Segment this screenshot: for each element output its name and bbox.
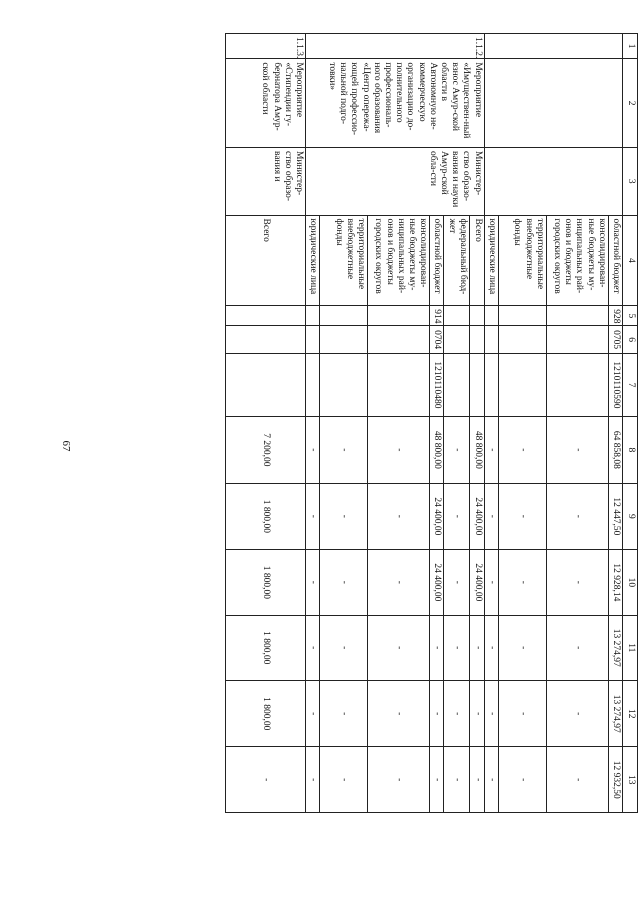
value-col13: - bbox=[498, 747, 546, 813]
value-col10: 24 400,00 bbox=[430, 550, 444, 615]
header-cell: 2 bbox=[623, 59, 638, 148]
code-gr bbox=[498, 306, 546, 326]
code-csr bbox=[305, 353, 319, 416]
value-col8: - bbox=[546, 417, 608, 484]
value-col11: 1 800,00 bbox=[225, 615, 305, 680]
value-col10: - bbox=[546, 550, 608, 615]
value-col8: 48 800,00 bbox=[430, 417, 444, 484]
value-col9: - bbox=[484, 483, 498, 550]
funding-source: территориальные внебюджетные фонды bbox=[320, 215, 368, 306]
code-gr: 914 bbox=[430, 306, 444, 326]
value-col12: - bbox=[484, 680, 498, 747]
value-col10: - bbox=[444, 550, 470, 615]
value-col11: - bbox=[498, 615, 546, 680]
code-gr bbox=[546, 306, 608, 326]
value-col12: 13 274,97 bbox=[608, 680, 622, 747]
event-name-cell: Мероприятие «Имуществен-ный взнос Амур-ской области в Автономную не-коммерческую организацию до-полнительного профессиональ-ного образования «Центр опережа-ющей профессио-нальной подго-товки» bbox=[305, 59, 484, 148]
event-name-cell: Мероприятие «Стипендии гу-бернатора Амур-ской области bbox=[225, 59, 305, 148]
value-col11: - bbox=[444, 615, 470, 680]
value-col13: - bbox=[305, 747, 319, 813]
row-number-cell bbox=[484, 34, 622, 59]
table-row bbox=[608, 34, 622, 813]
code-gr bbox=[225, 306, 305, 326]
header-cell: 12 bbox=[623, 680, 638, 747]
value-col9: - bbox=[546, 483, 608, 550]
code-rzpr bbox=[470, 326, 484, 353]
header-cell: 4 bbox=[623, 215, 638, 306]
row-number-cell: 1.1.2. bbox=[305, 34, 484, 59]
header-cell: 8 bbox=[623, 417, 638, 484]
value-col13: - bbox=[368, 747, 430, 813]
funding-source: консолидирован-ные бюджеты му-ниципальных рай-онов и бюджеты городских округов bbox=[546, 215, 608, 306]
header-cell: 6 bbox=[623, 326, 638, 353]
funding-source: федеральный бюд-жет bbox=[444, 215, 470, 306]
value-col10: - bbox=[484, 550, 498, 615]
value-col9: 24 400,00 bbox=[430, 483, 444, 550]
value-col9: 24 400,00 bbox=[470, 483, 484, 550]
value-col8: - bbox=[368, 417, 430, 484]
code-csr bbox=[470, 353, 484, 416]
value-col8: - bbox=[484, 417, 498, 484]
header-row bbox=[623, 34, 638, 813]
code-rzpr bbox=[368, 326, 430, 353]
value-col11: 13 274,97 bbox=[608, 615, 622, 680]
code-gr bbox=[368, 306, 430, 326]
table-row bbox=[470, 34, 484, 813]
value-col11: - bbox=[368, 615, 430, 680]
code-rzpr bbox=[320, 326, 368, 353]
executor-cell bbox=[484, 147, 622, 215]
value-col13: 12 932,50 bbox=[608, 747, 622, 813]
value-col9: 12 447,50 bbox=[608, 483, 622, 550]
value-col10: 1 800,00 bbox=[225, 550, 305, 615]
value-col8: 64 858,08 bbox=[608, 417, 622, 484]
value-col12: - bbox=[430, 680, 444, 747]
value-col12: - bbox=[470, 680, 484, 747]
code-csr bbox=[498, 353, 546, 416]
code-csr bbox=[484, 353, 498, 416]
value-col13: - bbox=[484, 747, 498, 813]
value-col11: - bbox=[430, 615, 444, 680]
header-cell: 10 bbox=[623, 550, 638, 615]
value-col10: - bbox=[498, 550, 546, 615]
code-rzpr bbox=[498, 326, 546, 353]
code-gr bbox=[484, 306, 498, 326]
funding-source: областной бюджет bbox=[608, 215, 622, 306]
code-rzpr: 0704 bbox=[430, 326, 444, 353]
value-col12: - bbox=[305, 680, 319, 747]
value-col11: - bbox=[305, 615, 319, 680]
code-csr bbox=[444, 353, 470, 416]
value-col8: - bbox=[498, 417, 546, 484]
header-cell: 9 bbox=[623, 483, 638, 550]
value-col13: - bbox=[444, 747, 470, 813]
value-col12: - bbox=[444, 680, 470, 747]
value-col8: - bbox=[444, 417, 470, 484]
value-col13: - bbox=[546, 747, 608, 813]
header-cell: 1 bbox=[623, 34, 638, 59]
code-rzpr bbox=[225, 326, 305, 353]
code-gr bbox=[470, 306, 484, 326]
code-csr bbox=[368, 353, 430, 416]
funding-source: юридические лица bbox=[305, 215, 319, 306]
code-gr bbox=[305, 306, 319, 326]
code-gr bbox=[444, 306, 470, 326]
funding-source: Всего bbox=[225, 215, 305, 306]
value-col10: - bbox=[305, 550, 319, 615]
executor-cell: Министер-ство образо-вания и bbox=[225, 147, 305, 215]
code-csr bbox=[320, 353, 368, 416]
code-rzpr bbox=[484, 326, 498, 353]
code-csr: 1210110480 bbox=[430, 353, 444, 416]
budget-table bbox=[225, 33, 638, 813]
value-col10: 24 400,00 bbox=[470, 550, 484, 615]
header-cell: 13 bbox=[623, 747, 638, 813]
value-col10: 12 928,14 bbox=[608, 550, 622, 615]
value-col13: - bbox=[470, 747, 484, 813]
value-col12: 1 800,00 bbox=[225, 680, 305, 747]
value-col8: 48 800,00 bbox=[470, 417, 484, 484]
value-col10: - bbox=[368, 550, 430, 615]
value-col9: 1 800,00 bbox=[225, 483, 305, 550]
value-col9: - bbox=[320, 483, 368, 550]
event-name-cell bbox=[484, 59, 622, 148]
code-rzpr bbox=[305, 326, 319, 353]
value-col12: - bbox=[546, 680, 608, 747]
table-row bbox=[225, 34, 305, 813]
header-cell: 3 bbox=[623, 147, 638, 215]
value-col13: - bbox=[320, 747, 368, 813]
value-col10: - bbox=[320, 550, 368, 615]
row-number-cell: 1.1.3. bbox=[225, 34, 305, 59]
funding-source: консолидирован-ные бюджеты му-ниципальных рай-онов и бюджеты городских округов bbox=[368, 215, 430, 306]
value-col8: - bbox=[305, 417, 319, 484]
code-gr: 928 bbox=[608, 306, 622, 326]
value-col8: - bbox=[320, 417, 368, 484]
code-csr bbox=[546, 353, 608, 416]
value-col11: - bbox=[484, 615, 498, 680]
header-cell: 7 bbox=[623, 353, 638, 416]
value-col11: - bbox=[546, 615, 608, 680]
page-number: 67 bbox=[60, 440, 72, 452]
value-col9: - bbox=[498, 483, 546, 550]
value-col9: - bbox=[444, 483, 470, 550]
code-csr bbox=[225, 353, 305, 416]
funding-source: Всего bbox=[470, 215, 484, 306]
code-rzpr bbox=[546, 326, 608, 353]
executor-cell: Министер-ство образо-вания и науки Амур-ской обла-сти bbox=[305, 147, 484, 215]
value-col11: - bbox=[470, 615, 484, 680]
budget-table-sheet bbox=[108, 33, 638, 813]
code-rzpr bbox=[444, 326, 470, 353]
value-col13: - bbox=[225, 747, 305, 813]
value-col8: 7 200,00 bbox=[225, 417, 305, 484]
code-rzpr: 0705 bbox=[608, 326, 622, 353]
value-col9: - bbox=[305, 483, 319, 550]
funding-source: юридические лица bbox=[484, 215, 498, 306]
header-cell: 5 bbox=[623, 306, 638, 326]
value-col12: - bbox=[320, 680, 368, 747]
code-csr: 1210110590 bbox=[608, 353, 622, 416]
value-col11: - bbox=[320, 615, 368, 680]
header-cell: 11 bbox=[623, 615, 638, 680]
value-col9: - bbox=[368, 483, 430, 550]
funding-source: областной бюджет bbox=[430, 215, 444, 306]
value-col12: - bbox=[368, 680, 430, 747]
value-col13: - bbox=[430, 747, 444, 813]
code-gr bbox=[320, 306, 368, 326]
value-col12: - bbox=[498, 680, 546, 747]
funding-source: территориальные внебюджетные фонды bbox=[498, 215, 546, 306]
